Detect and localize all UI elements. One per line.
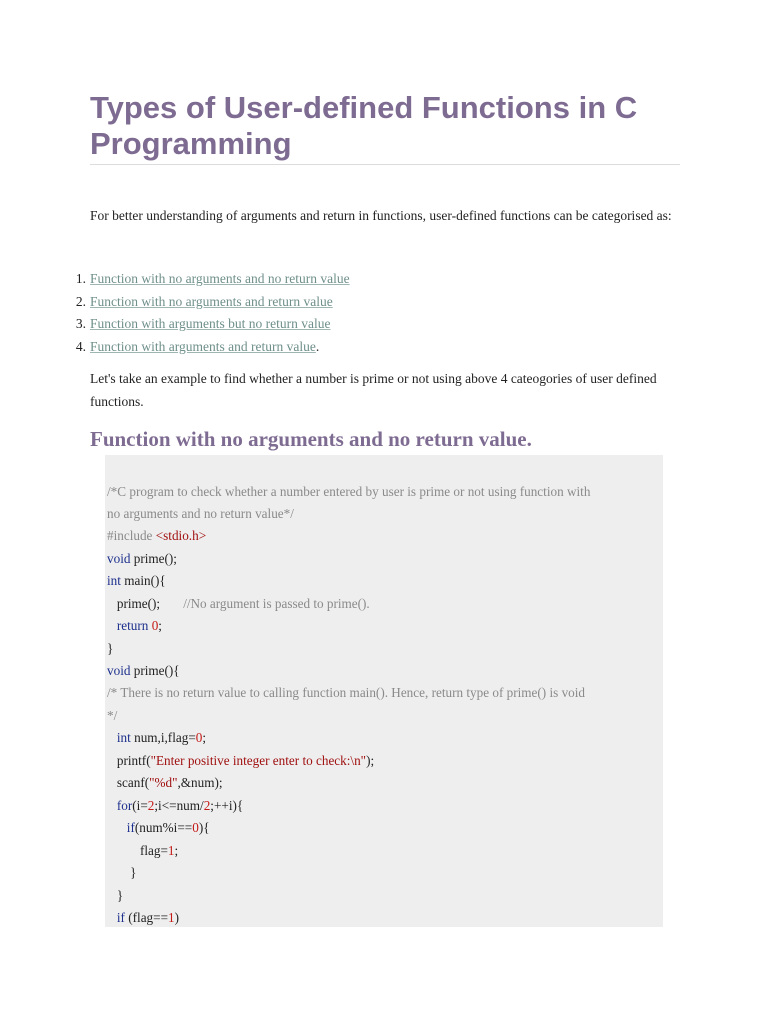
list-item [75, 268, 680, 291]
code-text: (num%i== [134, 820, 193, 835]
code-text: ){ [198, 820, 210, 835]
code-string: <stdio.h> [155, 528, 207, 543]
code-text: ); [366, 753, 375, 768]
code-keyword: for [116, 798, 133, 813]
code-text: (i= [132, 798, 148, 813]
code-keyword: int [116, 730, 131, 745]
code-number: 2 [147, 798, 155, 813]
list-item [75, 336, 680, 359]
code-keyword: void [107, 551, 131, 566]
code-comment: /* There is no return value to calling function main(). Hence, return type of prime() is void [107, 685, 586, 700]
code-text: main(){ [120, 573, 166, 588]
code-number: 0 [151, 618, 159, 633]
code-keyword: if [126, 820, 135, 835]
code-line [107, 593, 370, 616]
code-text: ;++i){ [210, 798, 244, 813]
code-text: flag= [107, 843, 168, 858]
list-number: 1. [75, 271, 86, 286]
code-keyword: int [107, 573, 121, 588]
code-line [107, 795, 243, 818]
code-line [107, 907, 179, 927]
code-comment: no arguments and no return value*/ [107, 506, 294, 521]
code-text: prime(); [107, 596, 184, 611]
code-line [107, 862, 136, 885]
code-line [107, 481, 590, 504]
code-line [107, 885, 123, 908]
link-args-return[interactable]: Function with arguments and return value [90, 338, 316, 354]
code-number: 1 [168, 910, 175, 925]
code-line [107, 750, 374, 773]
code-text: ; [174, 843, 179, 858]
code-indent [107, 618, 117, 633]
code-comment: */ [107, 708, 118, 723]
code-text: prime(){ [130, 663, 180, 678]
link-no-args-no-return[interactable]: Function with no arguments and no return value [90, 271, 350, 286]
code-keyword: if [116, 910, 125, 925]
code-line [107, 570, 166, 593]
list-number: 4. [75, 338, 86, 354]
code-comment: /*C program to check whether a number entered by user is prime or not using function with [107, 484, 591, 499]
code-text: ,&num); [177, 775, 223, 790]
list-item [75, 313, 680, 336]
link-no-args-return[interactable]: Function with no arguments and return value [90, 293, 333, 309]
code-line [107, 705, 117, 728]
code-indent [107, 798, 117, 813]
code-line [107, 660, 180, 683]
code-comment: //No argument is passed to prime(). [183, 596, 370, 611]
code-text: } [107, 641, 114, 656]
page-title: Types of User-defined Functions in C Programming [90, 90, 680, 165]
code-line [107, 503, 294, 526]
list-suffix: . [315, 338, 320, 354]
example-paragraph: Let's take an example to find whether a number is prime or not using above 4 cateogories of user defined functions. [90, 371, 657, 409]
code-text: ; [158, 618, 162, 633]
code-line [107, 727, 206, 750]
list-number: 3. [75, 316, 86, 331]
list-number: 2. [75, 293, 86, 309]
code-indent [107, 730, 117, 745]
code-number: 0 [192, 820, 199, 835]
code-number: 1 [167, 843, 175, 858]
code-line [107, 817, 210, 840]
code-number: 2 [203, 798, 211, 813]
code-block [105, 455, 663, 927]
code-string: "Enter positive integer enter to check:\n" [150, 753, 367, 768]
code-line [107, 682, 585, 705]
code-preprocessor: #include [107, 528, 156, 543]
code-line [107, 615, 162, 638]
code-line [107, 638, 113, 661]
code-text: prime(); [130, 551, 177, 566]
code-text: ; [202, 730, 207, 745]
list-item [75, 291, 680, 314]
code-line [107, 840, 178, 863]
code-text: } [107, 888, 124, 903]
code-line [107, 548, 177, 571]
section-heading: Function with no arguments and no return value. [90, 427, 532, 451]
code-text: (flag== [124, 910, 169, 925]
code-string: "%d" [149, 775, 178, 790]
code-line [107, 772, 223, 795]
code-text: } [107, 865, 137, 880]
function-types-list [75, 268, 680, 358]
code-indent [107, 910, 117, 925]
code-text: printf( [107, 753, 151, 768]
code-keyword: return [116, 618, 149, 633]
code-number: 0 [195, 730, 203, 745]
code-text: num,i,flag= [130, 730, 196, 745]
link-args-no-return[interactable]: Function with arguments but no return value [90, 316, 331, 331]
code-line [107, 525, 206, 548]
intro-paragraph: For better understanding of arguments and return in functions, user-defined functions can be categorised as: [90, 208, 672, 223]
code-text: scanf( [107, 775, 150, 790]
code-text: ;i<=num/ [154, 798, 204, 813]
code-keyword: void [107, 663, 131, 678]
code-text: ) [174, 910, 180, 925]
code-indent [107, 820, 127, 835]
